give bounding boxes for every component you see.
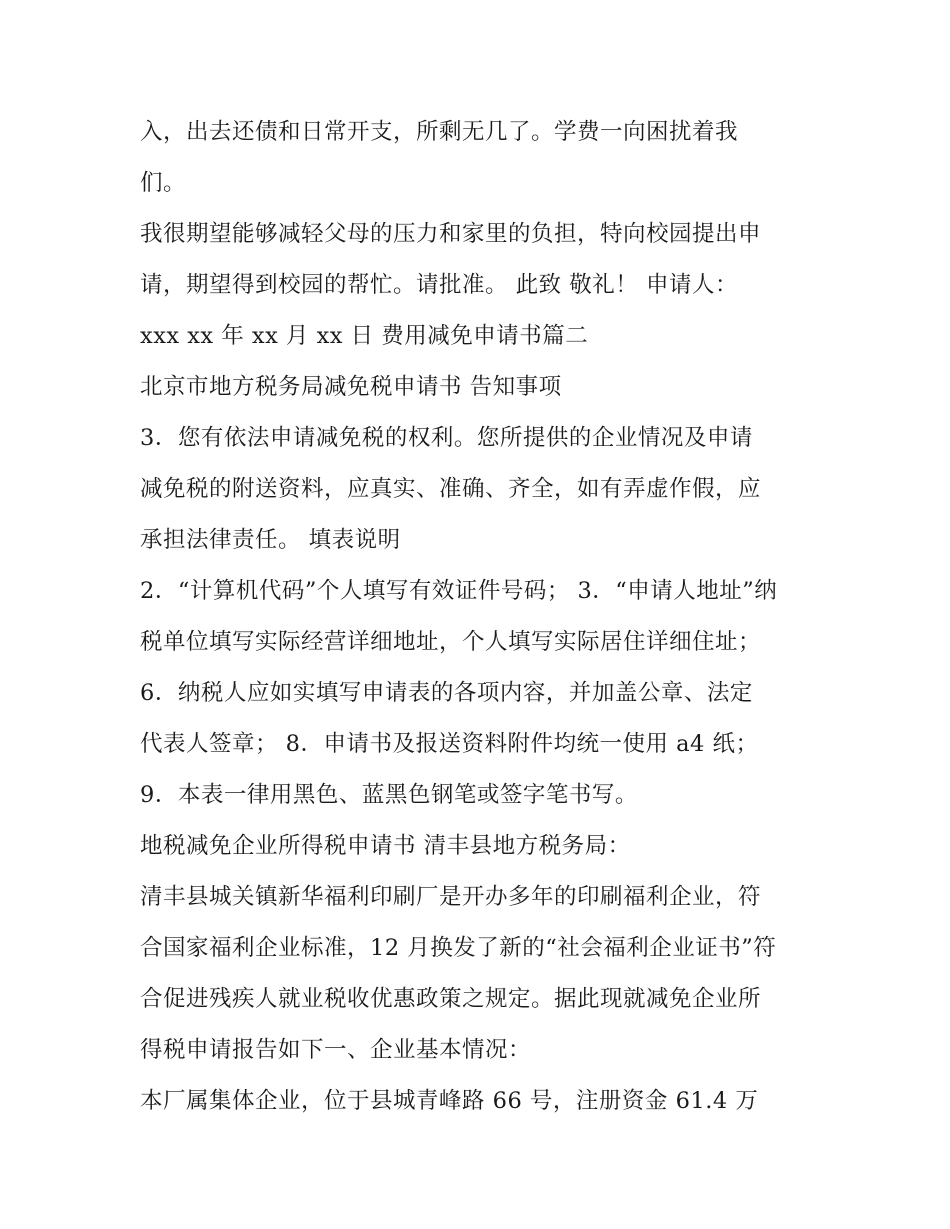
- text-line: 本厂属集体企业，位于县城青峰路 66 号，注册资金 61.4 万: [140, 1088, 759, 1114]
- text-line: xxx xx 年 xx 月 xx 日 费用减免申请书篇二: [140, 323, 589, 349]
- text-line: 合促进残疾人就业税收优惠政策之规定。据此现就减免企业所: [140, 986, 762, 1012]
- text-line: 北京市地方税务局减免税申请书 告知事项: [140, 374, 562, 400]
- document-body: [140, 107, 820, 1127]
- text-line: 6．纳税人应如实填写申请表的各项内容，并加盖公章、法定: [140, 680, 753, 706]
- text-line: 请，期望得到校园的帮忙。请批准。 此致 敬礼！ 申请人：: [140, 272, 738, 298]
- text-line: 我很期望能够减轻父母的压力和家里的负担，特向校园提出申: [140, 221, 762, 247]
- text-line: 们。: [140, 170, 187, 196]
- text-line: 税单位填写实际经营详细地址，个人填写实际居住详细住址；: [140, 629, 762, 655]
- text-line: 9．本表一律用黑色、蓝黑色钢笔或签字笔书写。: [140, 782, 638, 808]
- text-line: 承担法律责任。 填表说明: [140, 527, 401, 553]
- text-line: 3．您有依法申请减免税的权利。您所提供的企业情况及申请: [140, 425, 753, 451]
- text-line: 得税申请报告如下一、企业基本情况：: [140, 1037, 532, 1063]
- text-line: 合国家福利企业标准，12 月换发了新的“社会福利企业证书”符: [140, 935, 777, 961]
- text-line: 地税减免企业所得税申请书 清丰县地方税务局：: [140, 833, 631, 859]
- text-line: 清丰县城关镇新华福利印刷厂是开办多年的印刷福利企业，符: [140, 884, 762, 910]
- text-line: 代表人签章； 8．申请书及报送资料附件均统一使用 a4 纸；: [140, 731, 759, 757]
- text-line: 入，出去还债和日常开支，所剩无几了。学费一向困扰着我: [140, 119, 739, 145]
- text-line: 2．“计算机代码”个人填写有效证件号码； 3．“申请人地址”纳: [140, 578, 778, 604]
- text-line: 减免税的附送资料，应真实、准确、齐全，如有弄虚作假，应: [140, 476, 762, 502]
